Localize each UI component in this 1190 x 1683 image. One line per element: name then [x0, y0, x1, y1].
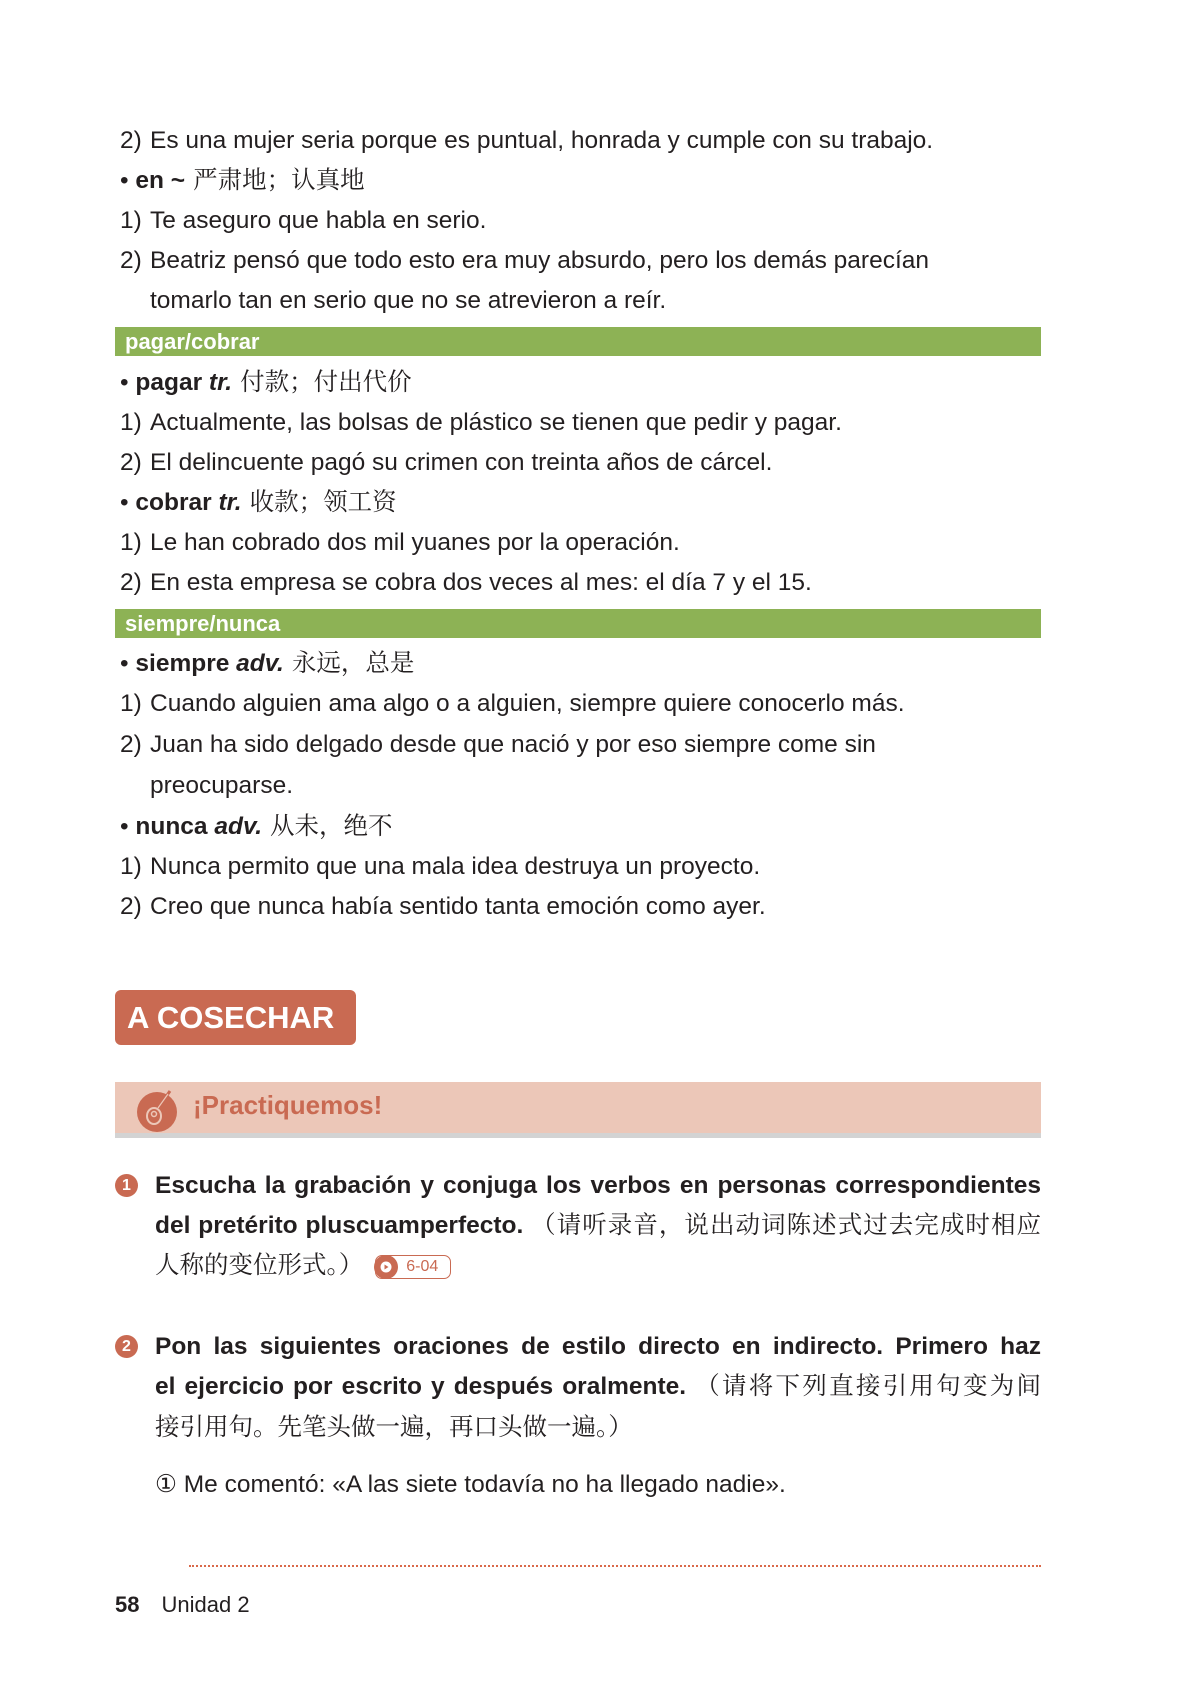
entry-siempre: • siempre adv. 永远，总是 [120, 650, 415, 677]
entry-pagar: • pagar tr. 付款；付出代价 [120, 369, 412, 396]
entry-nunca: • nunca adv. 从未，绝不 [120, 813, 393, 840]
example-line: 2) En esta empresa se cobra dos veces al mes: el día 7 y el 15. [120, 569, 812, 596]
guitar-icon [135, 1087, 181, 1133]
example-line: 1) Te aseguro que habla en serio. [120, 207, 487, 234]
example-line: 2) Juan ha sido delgado desde que nació y por eso siempre come sin [120, 731, 876, 758]
play-icon [374, 1255, 398, 1279]
exercise-number: 1 [115, 1174, 138, 1197]
exercise-number: 2 [115, 1335, 138, 1358]
example-line: 2) Es una mujer seria porque es puntual, honrada y cumple con su trabajo. [120, 127, 934, 154]
example-line-cont: preocuparse. [150, 772, 294, 799]
unit-label: Unidad 2 [161, 1592, 250, 1617]
section-bar-pagar: pagar/cobrar [115, 327, 1041, 356]
page-number: 58 [115, 1592, 140, 1617]
example-line: 1) Actualmente, las bolsas de plástico se tienen que pedir y pagar. [120, 409, 842, 436]
exercise-1-line: 人称的变位形式。） 6-04 [155, 1250, 1041, 1282]
exercise-2-line: 接引用句。先笔头做一遍，再口头做一遍。） [155, 1414, 633, 1441]
example-line: 2) El delincuente pagó su crimen con treinta años de cárcel. [120, 449, 773, 476]
example-line: 2) Creo que nunca había sentido tanta emoción como ayer. [120, 893, 766, 920]
entry-cobrar: • cobrar tr. 收款；领工资 [120, 489, 397, 516]
exercise-2-line: Pon las siguientes oraciones de estilo directo en indirecto. Primero haz [155, 1333, 1041, 1360]
footer-divider [189, 1565, 1041, 1567]
section-bar-siempre: siempre/nunca [115, 609, 1041, 638]
example-line: 1) Le han cobrado dos mil yuanes por la operación. [120, 529, 680, 556]
exercise-2-item: ① Me comentó: «A las siete todavía no ha llegado nadie». [155, 1471, 786, 1498]
section-heading: A COSECHAR [115, 990, 356, 1045]
example-line: 1) Nunca permito que una mala idea destruya un proyecto. [120, 853, 761, 880]
example-line-cont: tomarlo tan en serio que no se atrevieron a reír. [150, 287, 667, 314]
practice-title: ¡Practiquemos! [193, 1090, 383, 1120]
audio-track-button[interactable]: 6-04 [375, 1255, 451, 1279]
practice-banner [115, 1082, 1041, 1138]
example-line: 1) Cuando alguien ama algo o a alguien, siempre quiere conocerlo más. [120, 690, 905, 717]
exercise-2-line: el ejercicio por escrito y después oralmente. （请将下列直接引用句变为间 [155, 1373, 1042, 1400]
entry-en: • en ~ 严肃地；认真地 [120, 167, 365, 194]
example-line: 2) Beatriz pensó que todo esto era muy absurdo, pero los demás parecían [120, 247, 930, 274]
exercise-1-line: del pretérito pluscuamperfecto. （请听录音，说出动词陈述式过去完成时相应 [155, 1212, 1041, 1239]
footer [115, 1592, 250, 1618]
exercise-1-line: Escucha la grabación y conjuga los verbos en personas correspondientes [155, 1172, 1041, 1199]
